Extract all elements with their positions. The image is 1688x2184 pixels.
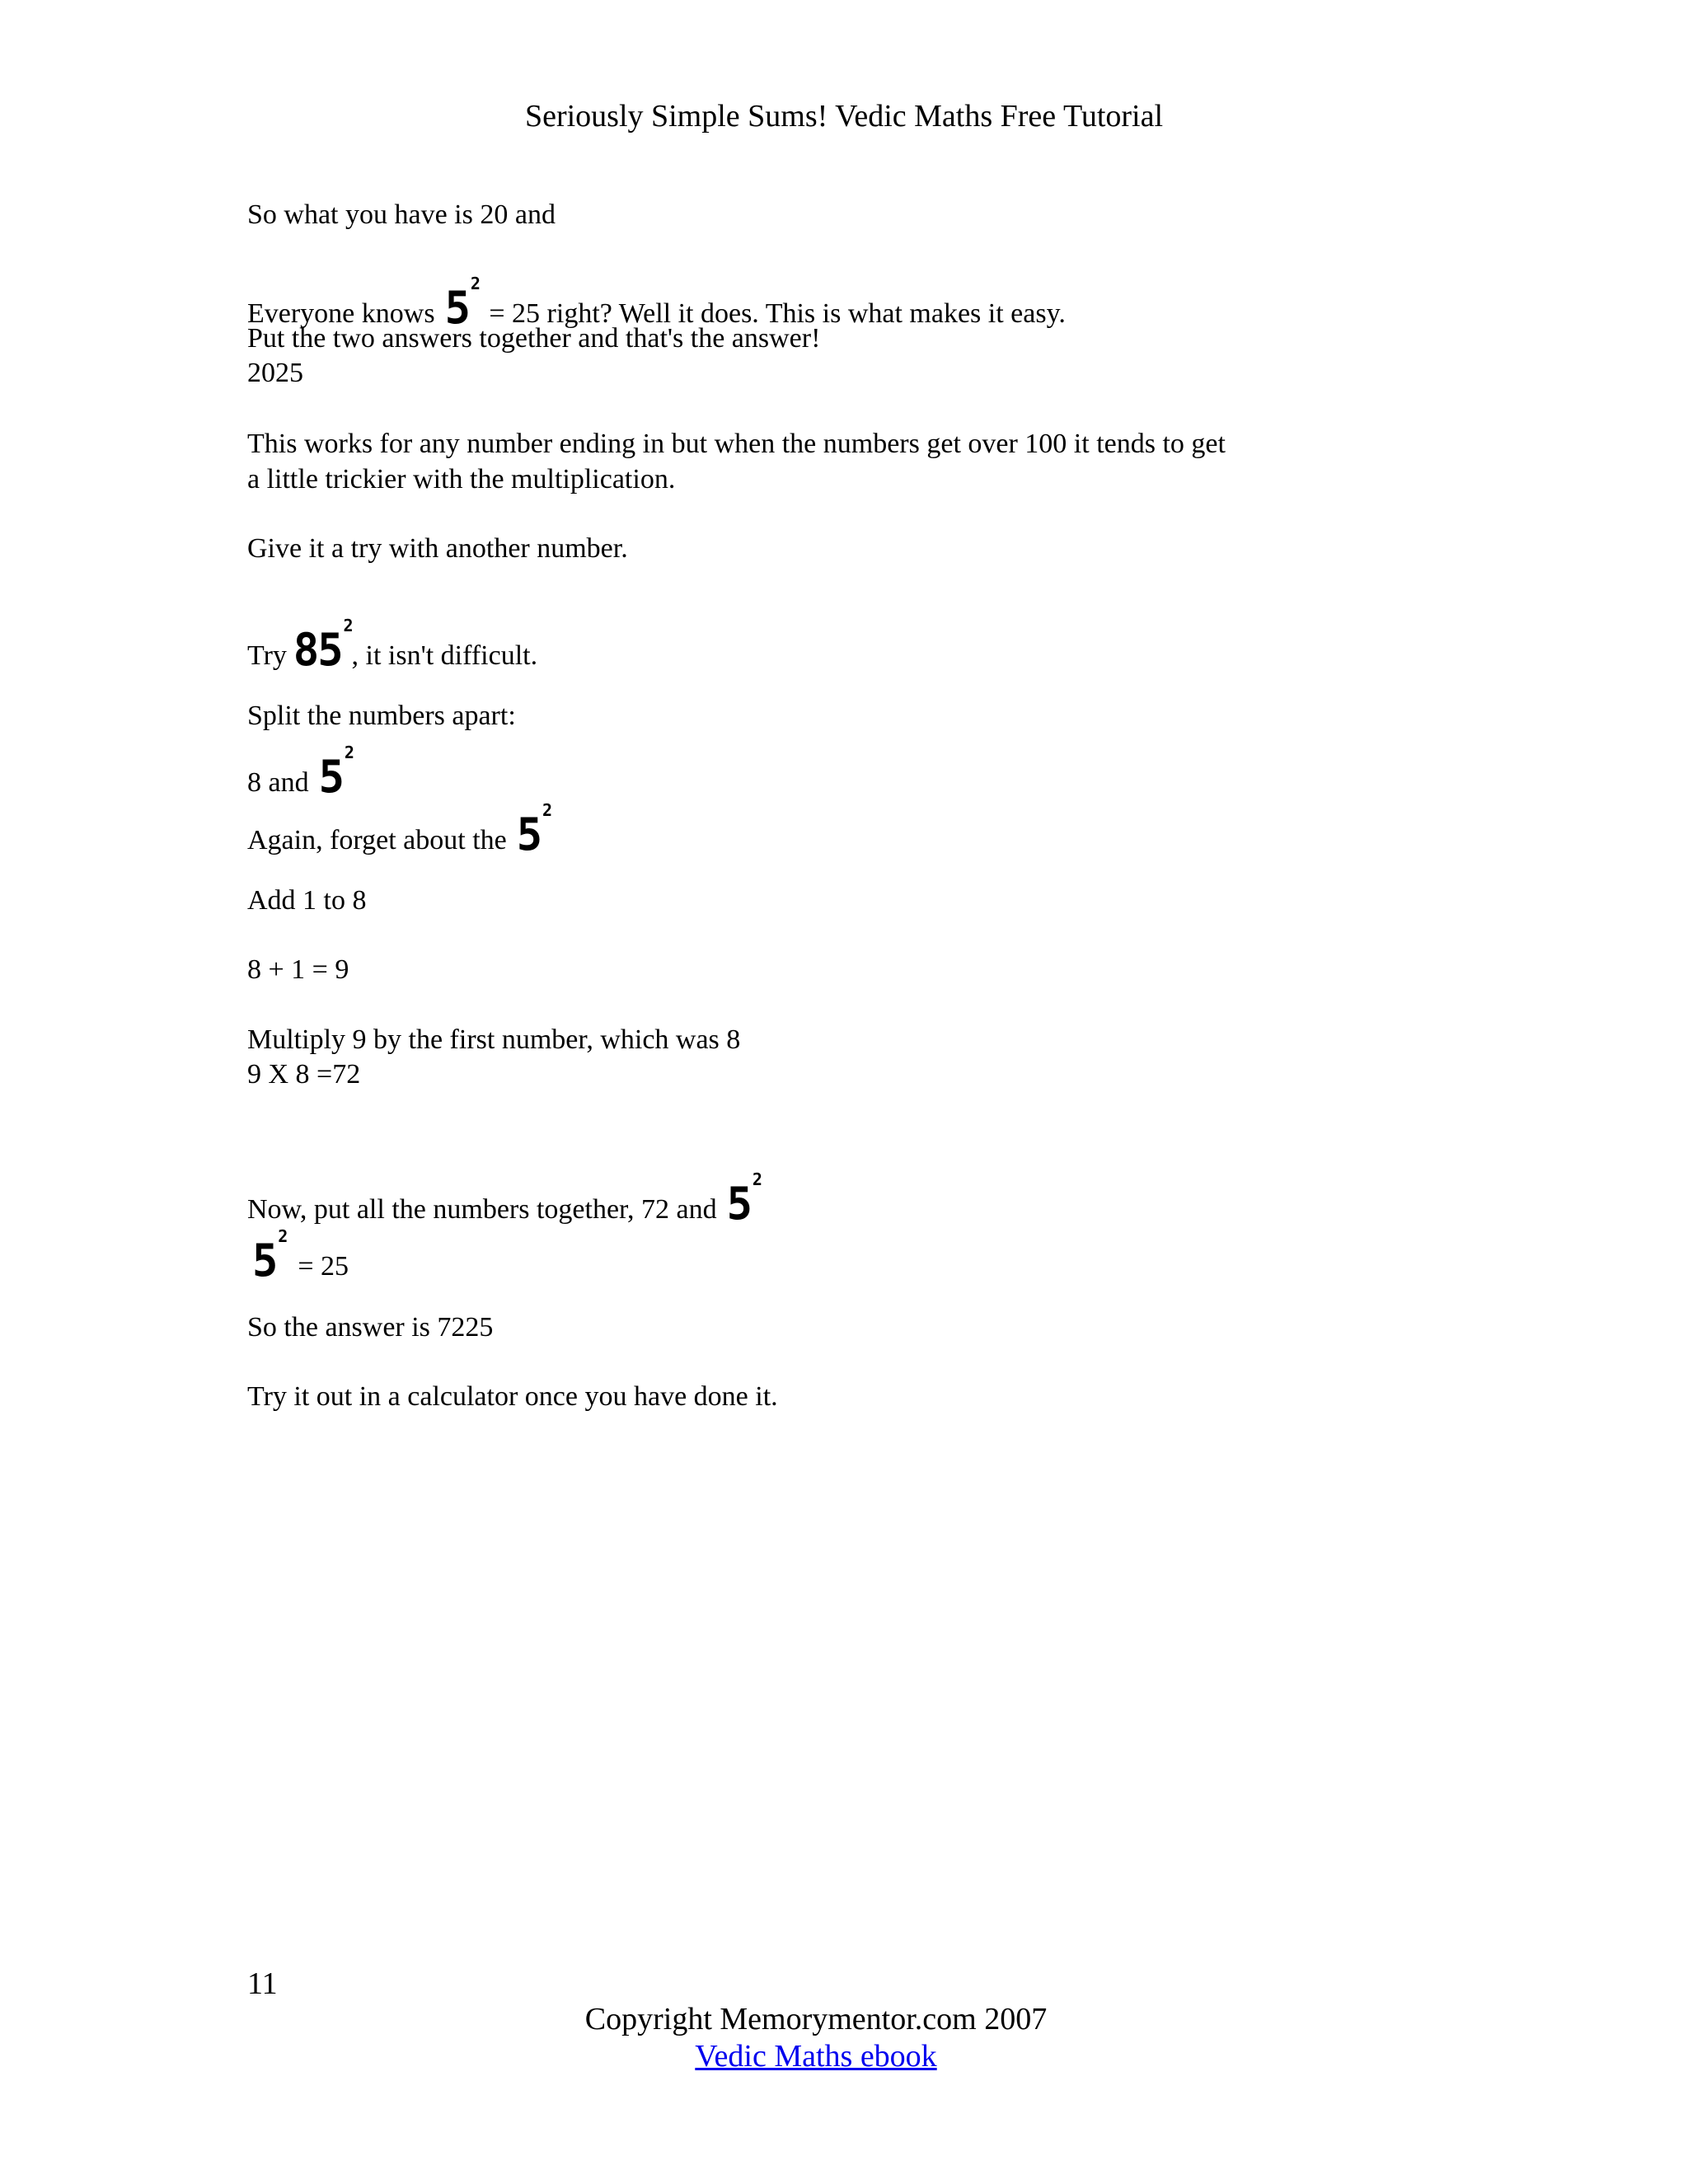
text-line-try — [247, 616, 538, 677]
eighty-five-squared-image — [293, 616, 354, 677]
footer-link-wrapper — [0, 2038, 1632, 2074]
text-line: 8 + 1 = 9 — [247, 954, 349, 985]
math-base: 5 — [318, 751, 343, 804]
text-line: Split the numbers apart: — [247, 701, 516, 731]
text-line-again — [247, 800, 553, 861]
text-line: So what you have is 20 and — [247, 199, 556, 230]
text-fragment: = 25 right? Well it does. This is what makes it easy. — [489, 298, 1066, 329]
five-squared-image — [252, 1226, 288, 1287]
math-exponent: 2 — [542, 800, 553, 820]
text-fragment: Again, forget about the — [247, 825, 507, 855]
math-exponent: 2 — [278, 1226, 288, 1246]
text-fragment: , it isn't difficult. — [351, 640, 538, 671]
math-base: 5 — [252, 1235, 277, 1287]
text-line: Give it a try with another number. — [247, 533, 628, 564]
five-squared-image — [516, 800, 553, 861]
text-line: 2025 — [247, 358, 303, 388]
footer-copyright: Copyright Memorymentor.com 2007 — [584, 2002, 1048, 2036]
text-line: a little trickier with the multiplication. — [247, 464, 676, 494]
five-squared-image — [726, 1169, 762, 1230]
text-fragment: = 25 — [298, 1251, 349, 1282]
text-line: Try it out in a calculator once you have done it. — [247, 1381, 778, 1412]
text-fragment: Now, put all the numbers together, 72 and — [247, 1194, 717, 1225]
text-line: So the answer is 7225 — [247, 1312, 494, 1343]
math-base: 5 — [726, 1178, 751, 1230]
text-fragment: Everyone knows — [247, 298, 435, 329]
ebook-link[interactable]: Vedic Maths ebook — [695, 2039, 937, 2074]
text-line: This works for any number ending in but when the numbers get over 100 it tends to get — [247, 429, 1226, 459]
text-line: Add 1 to 8 — [247, 885, 367, 916]
page-header-title: Seriously Simple Sums! Vedic Maths Free Tutorial — [524, 99, 1164, 134]
math-exponent: 2 — [470, 274, 481, 293]
text-line: 9 X 8 =72 — [247, 1059, 361, 1090]
math-exponent: 2 — [752, 1169, 762, 1189]
text-line-now-put — [247, 1169, 762, 1230]
text-line-five-squared-equals — [247, 1226, 349, 1287]
text-fragment: 8 and — [247, 767, 309, 798]
text-line: Multiply 9 by the first number, which was 8 — [247, 1024, 741, 1055]
text-fragment: Try — [247, 640, 287, 671]
math-base: 5 — [444, 282, 469, 335]
text-line: Put the two answers together and that's the answer! — [247, 323, 821, 354]
text-line-8-and — [247, 743, 354, 804]
math-exponent: 2 — [344, 743, 354, 762]
five-squared-image — [318, 743, 354, 804]
page-number: 11 — [247, 1966, 278, 2001]
math-exponent: 2 — [343, 616, 354, 635]
math-base: 5 — [516, 808, 542, 861]
math-base: 85 — [293, 624, 342, 677]
